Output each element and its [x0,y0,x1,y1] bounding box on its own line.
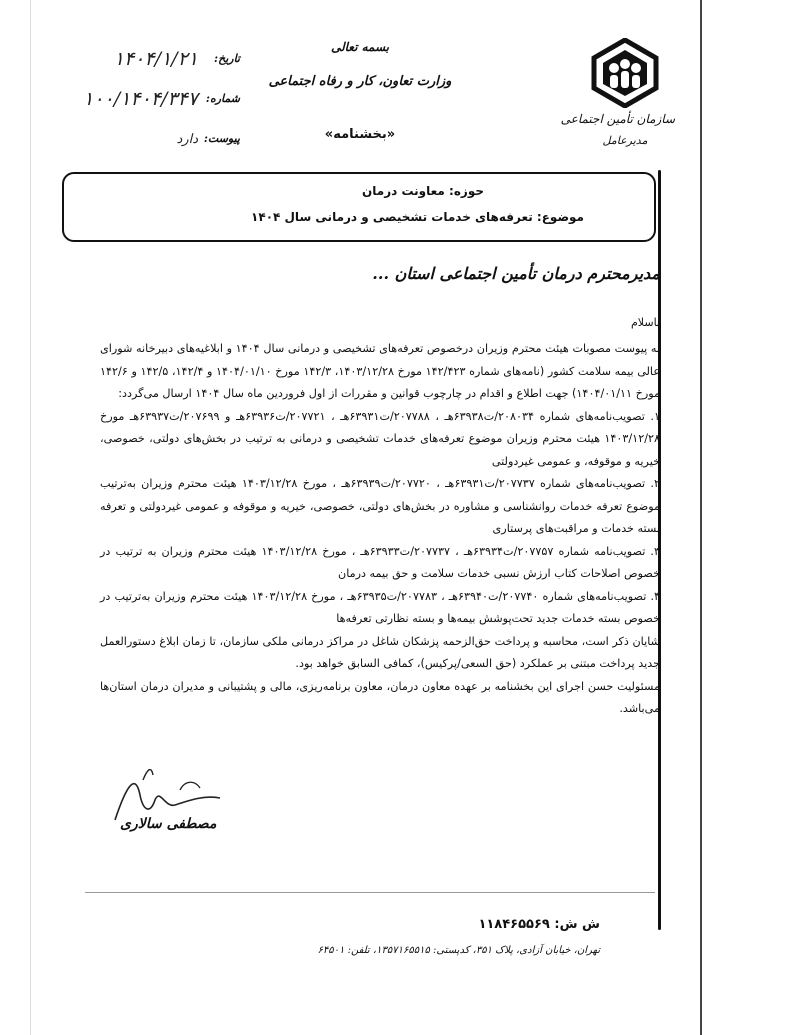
note-paragraph: شایان ذکر است، محاسبه و پرداخت حق‌الزحمه پزشکان شاغل در مراکز درمانی ملکی سازمان، تا زمان ابلاغ دستورالعمل جدید پرداخت مبتنی بر عملکرد (حق السعی/پرکیس)، کمافی السابق خواهد بود. [100,634,660,670]
subject-box [62,172,656,242]
letter-meta [40,48,240,168]
footer-divider [85,892,655,893]
organization-logo [560,38,675,178]
number-row [40,88,240,128]
attachment-label: پیوست: [203,132,240,145]
attachment-value: دارد [176,132,198,147]
date-row [40,48,240,88]
subject-topic: موضوع: تعرفه‌های خدمات تشخیصی و درمانی سال ۱۴۰۴ [251,210,584,224]
list-item: ۳. تصویب‌نامه شماره ۲۰۷۷۵۷/ت۶۳۹۳۴هـ ، ۲۰۷۷۳۷/ت۶۳۹۳۳هـ ، مورخ ۱۴۰۳/۱۲/۲۸ هیئت محترم وزیران به ترتیب در خصوص اصلاحات کتاب ارزش نسبی خدمات سلامت و حق بیمه درمان [100,544,660,580]
list-item: ۴. تصویب‌نامه‌های شماره ۲۰۷۷۴۰/ت۶۳۹۴۰هـ ، ۲۰۷۷۸۳/ت۶۳۹۳۵هـ ، مورخ ۱۴۰۳/۱۲/۲۸ هیئت محترم وزیران به‌ترتیب در خصوص بسته خدمات جدید تحت‌پوشش بیمه‌ها و بسته نظارتی تعرفه‌ها [100,589,661,625]
organization-address: تهران، خیابان آزادی، پلاک ۳۵۱، کدپستی: ۱۳۵۷۱۶۵۵۱۵، تلفن: ۶۴۵۰۱ [317,945,600,956]
letter-body [100,338,660,721]
greeting: باسلام [630,316,660,329]
org-name: سازمان تأمین اجتماعی [560,112,675,126]
intro-paragraph: به پیوست مصوبات هیئت محترم وزیران درخصوص تعرفه‌های تشخیصی و درمانی سال ۱۴۰۴ و ابلاغیه‌های دبیرخانه شورای عالی بیمه سلامت کشور (نامه‌های شماره ۱۴۲/۴۲۳ مورخ ۱۴۰۳/۱۲/۲۸، ۱۴۲/۳ مورخ ۱۴۰۴/۰۱/۱۰ و ۱۴۲/۴، ۱۴۲/۵ و ۱۴۲/۶ مورخ ۱۴۰۴/۰۱/۱۱) جهت اطلاع و اقدام در چارچوب قوانین و مقررات از اول فروردین ماه سال ۱۴۰۴ ارسال می‌گردد: [100,342,661,400]
date-value: ۱۴۰۴/۱/۲۱ [113,48,198,70]
responsibility-paragraph: مسئولیت حسن اجرای این بخشنامه بر عهده معاون درمان، معاون برنامه‌ریزی، مالی و پشتیبانی و مدیران درمان استان‌ها می‌باشد. [100,679,660,715]
ministry-name: وزارت تعاون، کار و رفاه اجتماعی [268,74,452,89]
date-label: تاریخ: [214,52,240,65]
subject-domain: حوزه: معاونت درمان [362,184,484,198]
scan-edge-left [30,0,31,1035]
addressee: مدیرمحترم درمان تأمین اجتماعی استان ... [372,264,660,283]
number-label: شماره: [205,92,240,105]
scan-edge-right [700,0,702,1035]
letterhead [250,40,470,142]
tracking-code: ش ش: ۱۱۸۴۶۵۵۶۹ [478,917,600,932]
signer-name: مصطفی سالاری [120,816,217,832]
document-type: «بخشنامه» [324,127,396,142]
attachment-row [40,128,240,168]
list-item: ۲. تصویب‌نامه‌های شماره ۲۰۷۷۳۷/ت۶۳۹۳۱هـ ، ۲۰۷۷۲۰/ت۶۳۹۳۹هـ ، مورخ ۱۴۰۳/۱۲/۲۸ هیئت محترم وزیران به‌ترتیب موضوع تعرفه خدمات روانشناسی و مشاوره در بخش‌های دولتی، خصوصی، خیریه و موقوفه و عمومی غیردولتی و تعرفه بسته خدمات و مراقبت‌های پرستاری [100,477,660,535]
letter [40,20,700,1020]
org-subtitle: مدیرعامل [602,134,648,147]
social-security-logo-icon [590,38,660,108]
bismillah: بسمه تعالی [330,40,390,54]
number-value: ۱۰۰/۱۴۰۴/۳۴۷ [83,88,198,110]
list-item: ۱. تصویب‌نامه‌های شماره ۲۰۸۰۳۴/ت۶۳۹۳۸هـ ، ۲۰۷۷۸۸/ت۶۳۹۳۱هـ ، ۲۰۷۷۲۱/ت۶۳۹۳۶هـ و ۲۰۷۶۹۹/ت۶۳۹۳۷هـ مورخ ۱۴۰۳/۱۲/۲۸ هیئت محترم وزیران موضوع تعرفه‌های خدمات تشخیصی و درمانی به ترتیب در بخش‌های دولتی، خصوصی، خیریه و موقوفه، و عمومی غیردولتی [100,409,660,468]
